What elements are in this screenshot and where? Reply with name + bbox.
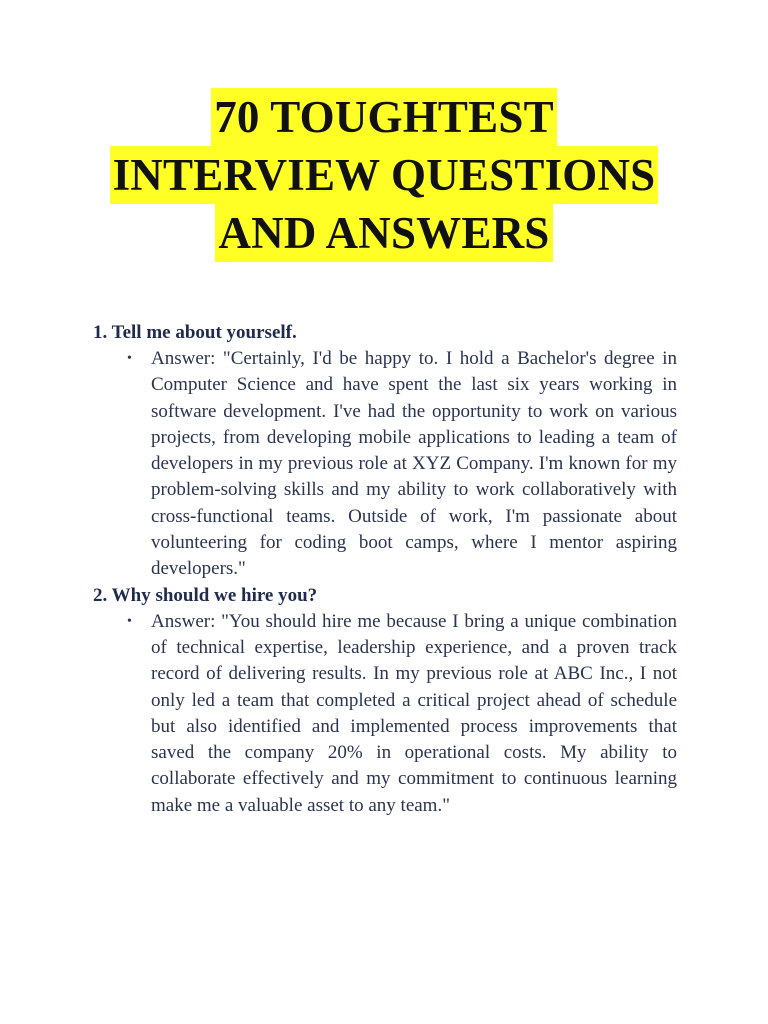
question-heading: 1. Tell me about yourself. [93, 322, 297, 343]
document-title [0, 88, 768, 262]
bullet-icon: • [127, 613, 132, 629]
title-highlight-2: INTERVIEW QUESTIONS [110, 146, 659, 204]
question-item [93, 320, 677, 583]
title-line-3 [0, 204, 768, 262]
answer-text [127, 609, 677, 819]
title-line-1 [0, 88, 768, 146]
title-highlight-3: AND ANSWERS [215, 204, 552, 262]
bullet-icon: • [127, 351, 132, 366]
title-line-2 [0, 146, 768, 204]
question-list [93, 320, 677, 819]
answer-body: Answer: "You should hire me because I bring a unique combination of technical expertise, leadership experience, and a proven track record of delivering results. In my previous role at ABC Inc., I not only led a team that completed a critical project ahead of schedule but also identified and implemented process improvements that saved the company 20% in operational costs. My ability to collaborate effectively and my commitment to continuous learning make me a valuable asset to any team." [151, 610, 677, 816]
answer-text [127, 346, 677, 583]
title-highlight-1: 70 TOUGHTEST [211, 88, 557, 146]
question-heading: 2. Why should we hire you? [93, 584, 318, 606]
question-item [93, 583, 677, 819]
answer-body: Answer: "Certainly, I'd be happy to. I hold a Bachelor's degree in Computer Science and have spent the last six years working in software development. I've had the opportunity to work on various projects, from developing mobile applications to leading a team of developers in my previous role at XYZ Company. I'm known for my problem-solving skills and my ability to work collaboratively with cross-functional teams. Outside of work, I'm passionate about volunteering for coding boot camps, where I mentor aspiring developers." [151, 348, 677, 580]
